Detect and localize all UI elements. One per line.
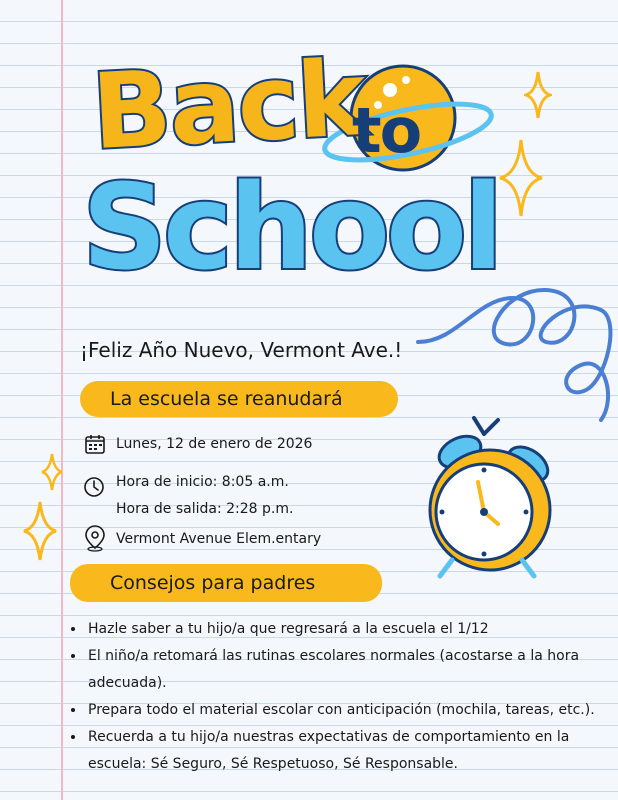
list-item: • El niño/a retomará las rutinas escolares normales (acostarse a la hora adecuada). <box>86 643 606 697</box>
clock-icon <box>83 476 105 498</box>
end-time: Hora de salida: 2:28 p.m. <box>116 501 294 517</box>
title-school: School <box>82 158 500 296</box>
sparkle-icon <box>22 500 58 562</box>
start-time: Hora de inicio: 8:05 a.m. <box>116 474 289 490</box>
greeting-heading: ¡Feliz Año Nuevo, Vermont Ave.! <box>80 338 403 362</box>
list-item: • Hazle saber a tu hijo/a que regresará a la escuela el 1/12 <box>86 616 606 643</box>
title-to: to <box>352 94 421 167</box>
sparkle-icon <box>524 70 552 120</box>
location-pin-icon <box>84 524 106 552</box>
resume-date: Lunes, 12 de enero de 2026 <box>116 436 313 452</box>
section-resume-label: La escuela se reanudará <box>80 381 398 417</box>
tips-list <box>66 616 606 778</box>
sparkle-icon <box>40 452 64 492</box>
school-location: Vermont Avenue Elem.entary <box>116 531 322 547</box>
alarm-clock-illustration <box>418 412 568 582</box>
section-tips-label: Consejos para padres <box>70 564 382 602</box>
calendar-icon <box>84 433 106 455</box>
sparkle-icon <box>498 138 544 218</box>
list-item: • Recuerda a tu hijo/a nuestras expectativas de comportamiento en la escuela: Sé Seguro, Sé Respetuoso, Sé Responsable. <box>86 724 606 778</box>
list-item: • Prepara todo el material escolar con anticipación (mochila, tareas, etc.). <box>86 697 606 724</box>
scribble-decoration <box>416 280 616 430</box>
title-back: Back <box>88 36 368 174</box>
